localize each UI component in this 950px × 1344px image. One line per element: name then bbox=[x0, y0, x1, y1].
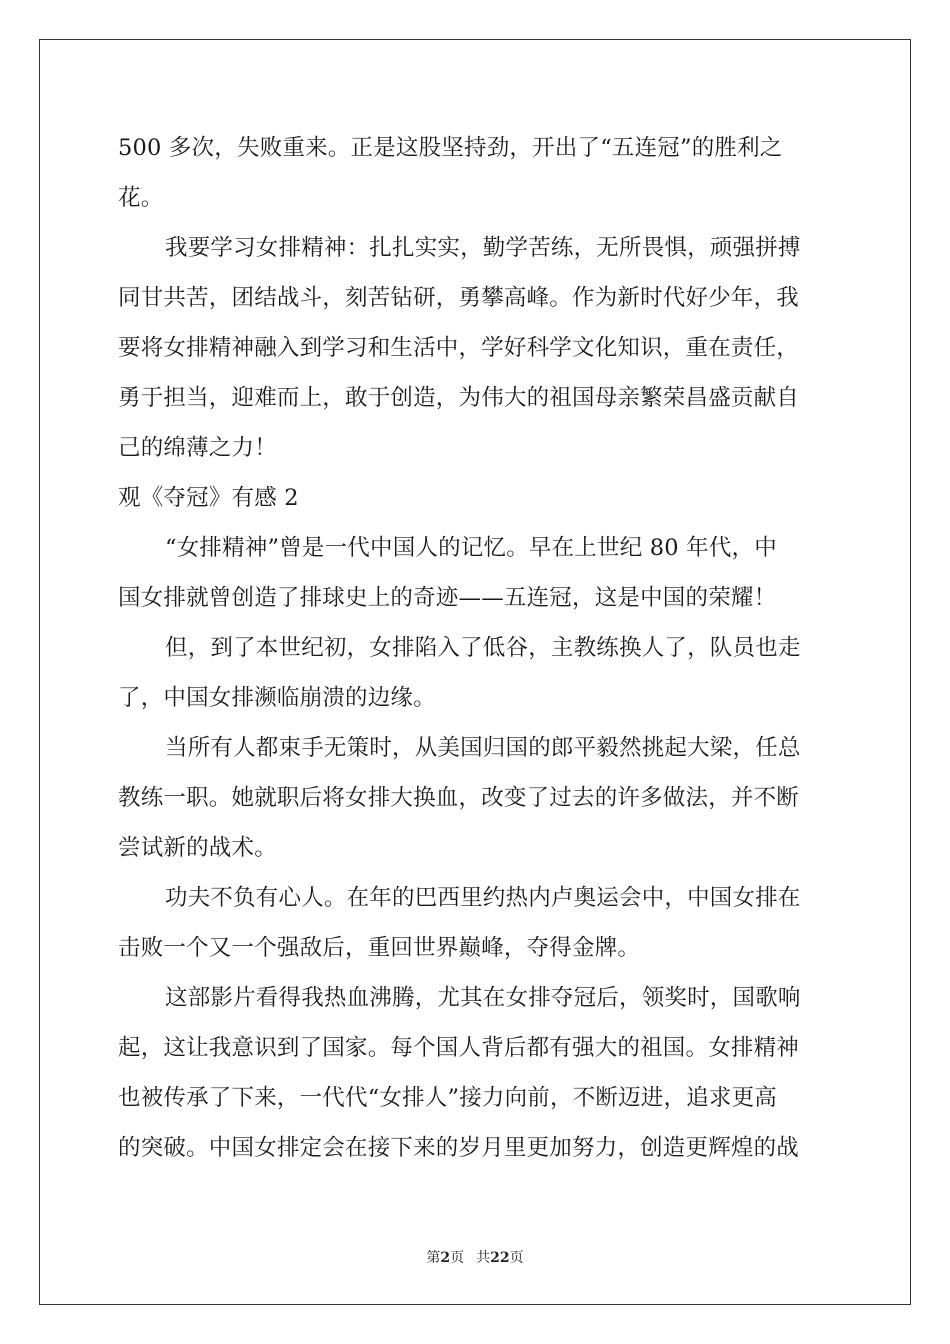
text-line: 了，中国女排濒临崩溃的边缘。 bbox=[118, 685, 436, 711]
total-pages: 22 bbox=[490, 1250, 510, 1266]
text-line: 己的绵薄之力！ bbox=[118, 435, 277, 461]
text-line: 500 多次，失败重来。正是这股坚持劲，开出了“五连冠”的胜利之 bbox=[118, 135, 783, 161]
text-line: 也被传承了下来，一代代“女排人”接力向前，不断迈进，追求更高 bbox=[118, 1085, 778, 1111]
text-line: 花。 bbox=[118, 185, 164, 211]
page-suffix: 页 bbox=[450, 1250, 465, 1266]
text-line: 国女排就曾创造了排球史上的奇迹——五连冠，这是中国的荣耀！ bbox=[118, 585, 777, 611]
text-line: 起，这让我意识到了国家。每个国人背后都有强大的祖国。女排精神 bbox=[118, 1035, 800, 1061]
text-line: 击败一个又一个强敌后，重回世界巅峰，夺得金牌。 bbox=[118, 935, 641, 961]
total-suffix: 页 bbox=[509, 1250, 524, 1266]
page-number: 2 bbox=[440, 1250, 451, 1266]
text-line: 的突破。中国女排定会在接下来的岁月里更加努力，创造更辉煌的战 bbox=[118, 1135, 800, 1161]
text-line: 勇于担当，迎难而上，敢于创造，为伟大的祖国母亲繁荣昌盛贡献自 bbox=[118, 385, 800, 411]
text-line: 尝试新的战术。 bbox=[118, 835, 277, 861]
text-line: “女排精神”曾是一代中国人的记忆。早在上世纪 80 年代，中 bbox=[165, 535, 777, 561]
text-line: 但，到了本世纪初，女排陷入了低谷，主教练换人了，队员也走 bbox=[165, 635, 801, 661]
text-line: 当所有人都束手无策时，从美国归国的郎平毅然挑起大梁，任总 bbox=[165, 735, 801, 761]
text-line: 同甘共苦，团结战斗，刻苦钻研，勇攀高峰。作为新时代好少年，我 bbox=[118, 285, 800, 311]
total-prefix: 共 bbox=[476, 1250, 491, 1266]
text-line: 这部影片看得我热血沸腾，尤其在女排夺冠后，领奖时，国歌响 bbox=[165, 985, 801, 1011]
text-line: 功夫不负有心人。在年的巴西里约热内卢奥运会中，中国女排在 bbox=[165, 885, 801, 911]
page-footer bbox=[0, 1249, 950, 1267]
text-line: 教练一职。她就职后将女排大换血，改变了过去的许多做法，并不断 bbox=[118, 785, 800, 811]
text-line: 要将女排精神融入到学习和生活中，学好科学文化知识，重在责任， bbox=[118, 335, 800, 361]
page-border bbox=[39, 39, 911, 1305]
section-heading: 观《夺冠》有感 2 bbox=[118, 485, 299, 511]
text-line: 我要学习女排精神：扎扎实实，勤学苦练，无所畏惧，顽强拼搏 bbox=[165, 235, 801, 261]
page-prefix: 第 bbox=[426, 1250, 441, 1266]
